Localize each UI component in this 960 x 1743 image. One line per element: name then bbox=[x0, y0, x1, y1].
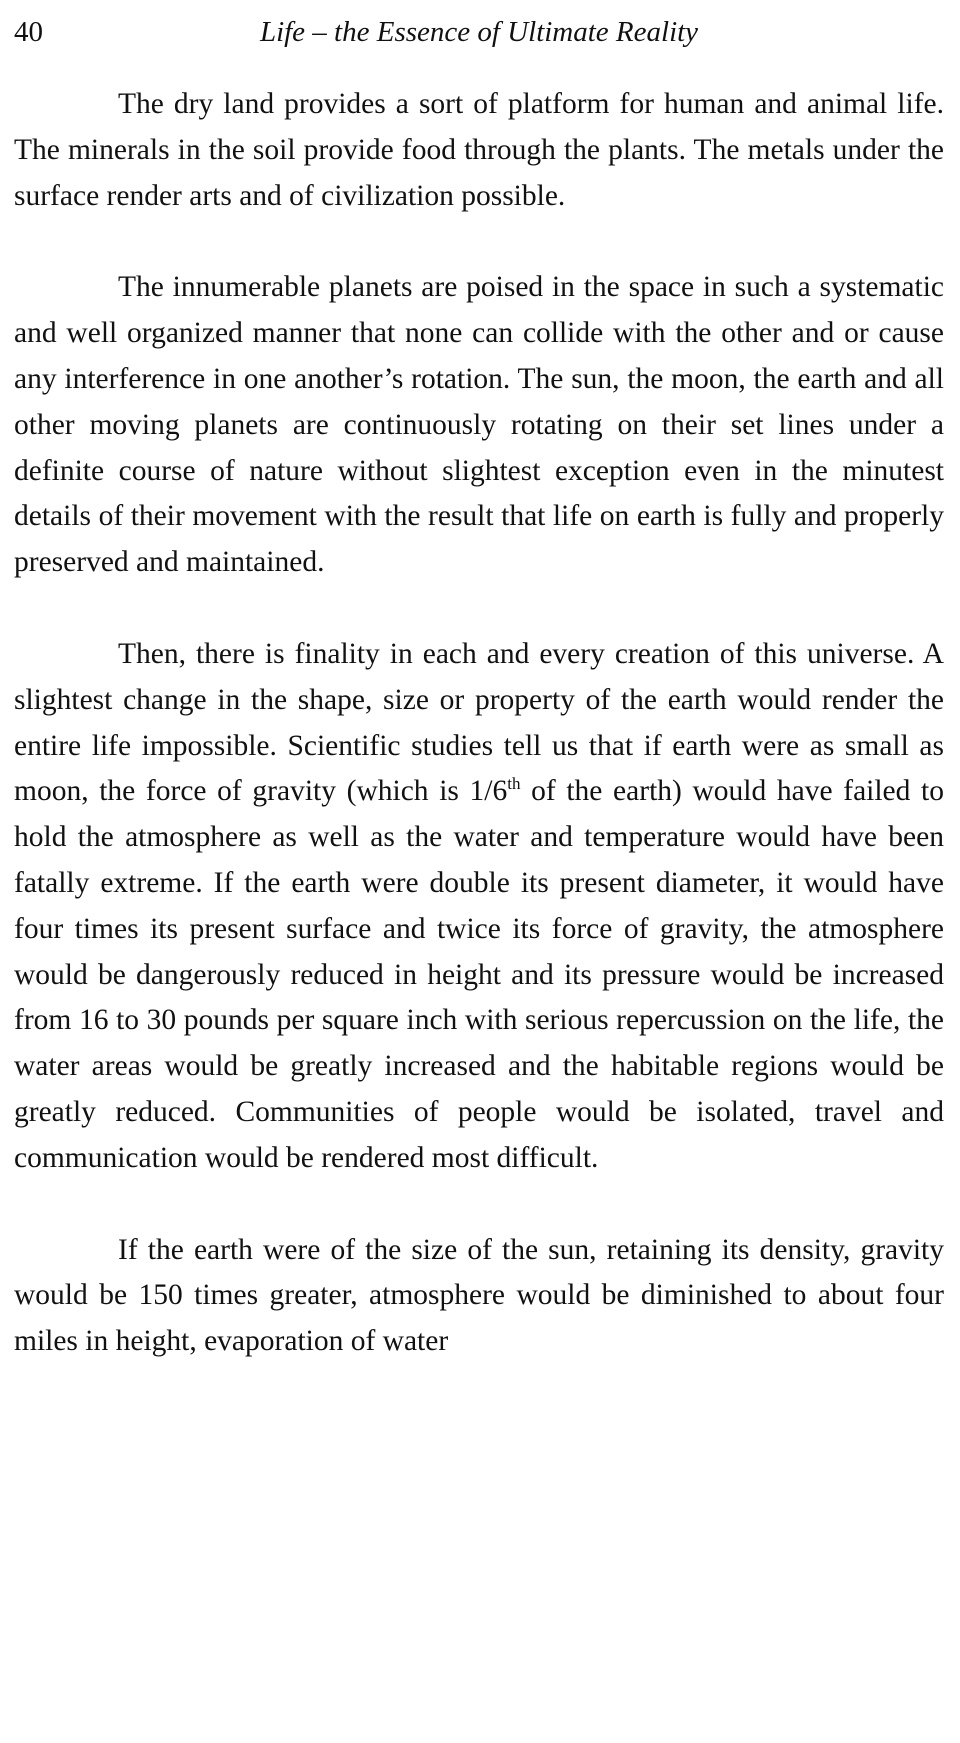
paragraph-sun-size: If the earth were of the size of the sun, retaining its density, gravity would be 150 times greater, atmosphere would be diminished to about four miles in height, evaporation of water bbox=[14, 1233, 944, 1358]
running-title: Life – the Essence of Ultimate Reality bbox=[259, 16, 699, 48]
paragraph-planets: The innumerable planets are poised in the space in such a systematic and well organized manner that none can collide with the other and or cause any interference in one another’s rotation. The sun, the moon, the earth and all other moving planets are continuously rotating on their set lines under a definite course of nature without slightest exception even in the minutest details of their movement with the result that life on earth is fully and properly preserved and maintained. bbox=[14, 271, 944, 579]
paragraph-finality-text-after: of the earth) would have failed to hold the atmosphere as well as the water and temperature would have been fatally extreme. If the earth were double its present diameter, it would have four times its present surface and twice its force of gravity, the atmosphere would be dangerously reduced in height and its pressure would be increased from 16 to 30 pounds per square inch with serious repercussion on the life, the water areas would be greatly increased and the habitable regions would be greatly reduced. Communities of people would be isolated, travel and communication would be rendered most difficult. bbox=[14, 775, 944, 1174]
ordinal-superscript: th bbox=[507, 774, 521, 794]
body-text bbox=[14, 82, 944, 1365]
paragraph-finality bbox=[14, 632, 944, 1182]
paragraph-dry-land: The dry land provides a sort of platform for human and animal life. The minerals in the soil provide food through the plants. The metals under the surface render arts and of civilization possible. bbox=[14, 88, 944, 212]
page-number: 40 bbox=[14, 16, 43, 48]
paragraph-finality-text-before: Then, there is finality in each and every creation of this universe. A slightest change in the shape, size or property of the earth would render the entire life impossible. Scientific studies tell us that if earth were as small as moon, the force of gravity (which is 1/6 bbox=[14, 637, 944, 808]
page-header bbox=[14, 12, 944, 52]
